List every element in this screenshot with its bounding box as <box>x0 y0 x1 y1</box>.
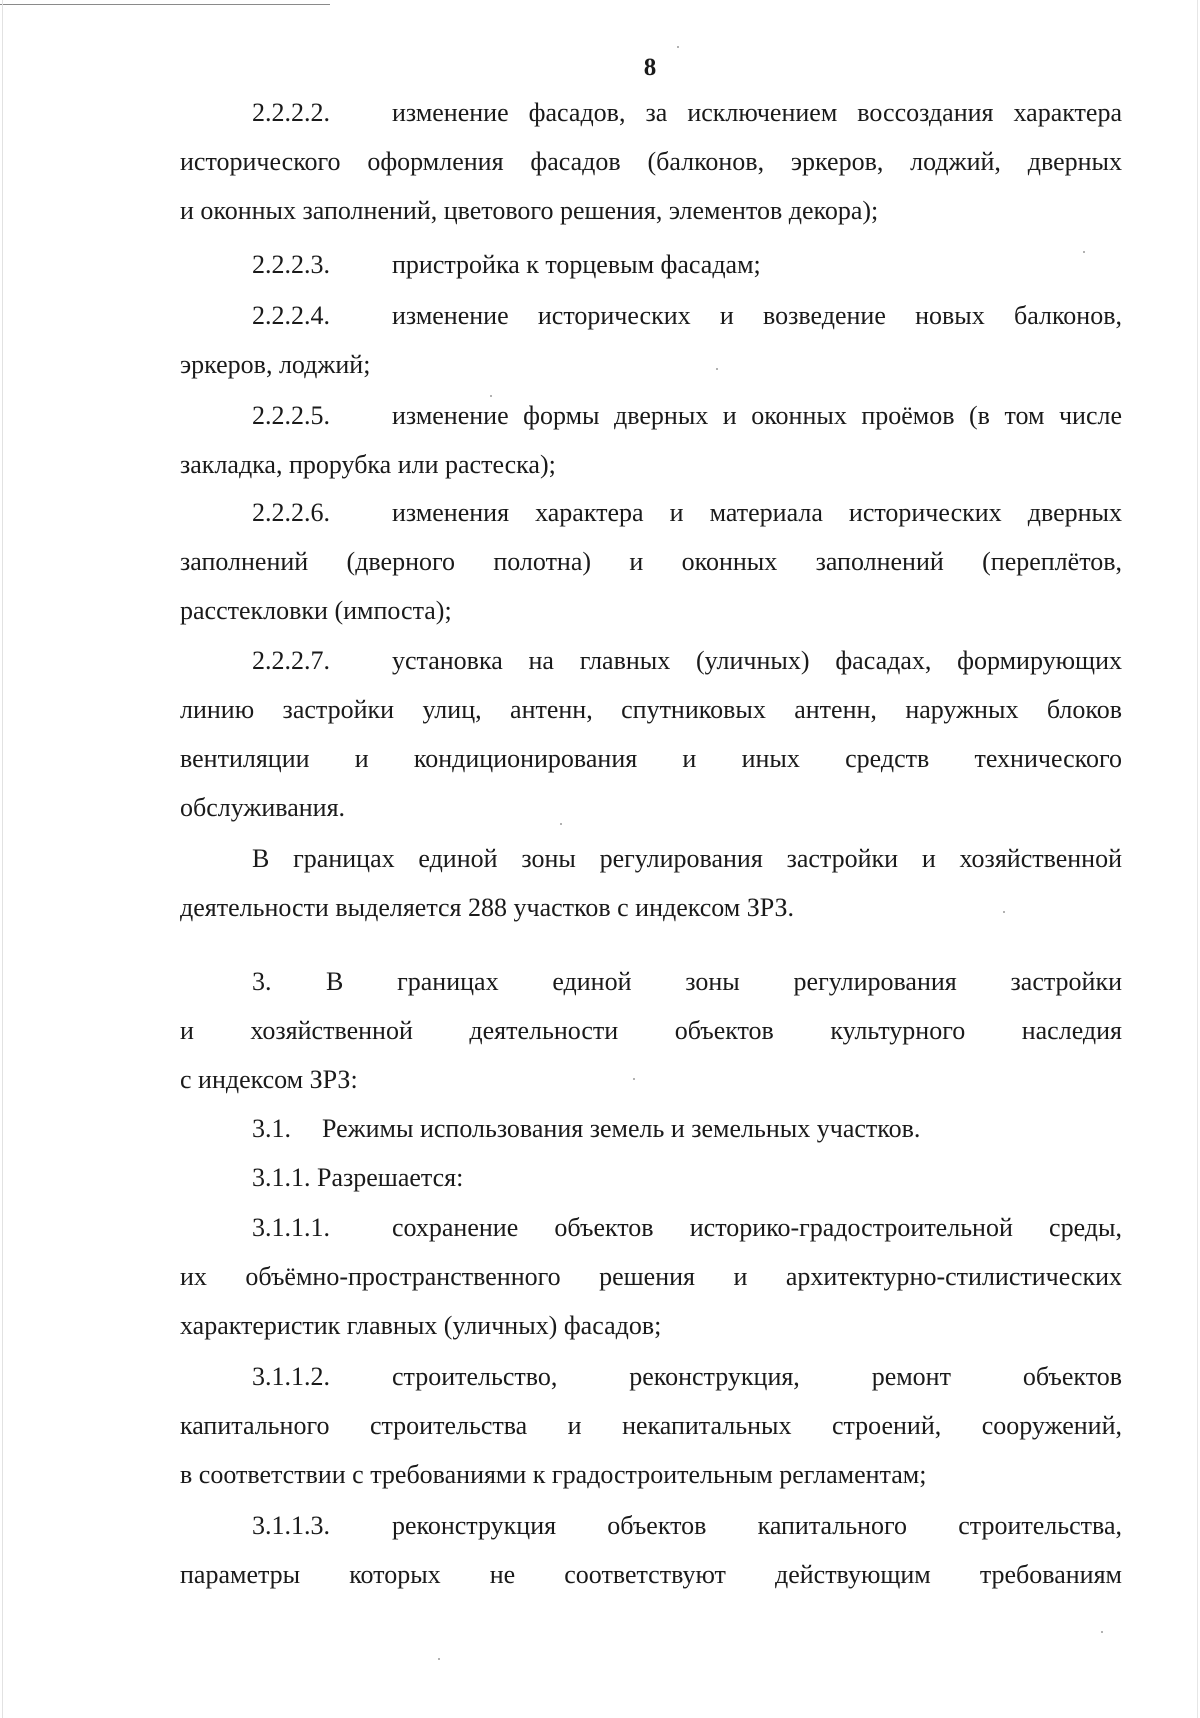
paragraph-2-2-2-5 <box>180 391 1122 489</box>
paragraph-2-2-2-7 <box>180 636 1122 832</box>
paragraph-number: 2.2.2.7. <box>252 646 330 675</box>
paragraph-3-1-1-1 <box>180 1203 1122 1350</box>
scan-edge-left <box>2 0 3 1718</box>
paragraph-line: и оконных заполнений, цветового решения, элементов декора); <box>180 196 879 225</box>
paragraph-number: 2.2.2.6. <box>252 498 330 527</box>
paragraph-line <box>180 291 1122 340</box>
paragraph-line <box>180 1501 1122 1550</box>
paragraph-line: В границах единой зоны регулирования застройки и хозяйственной <box>252 844 1122 873</box>
scan-edge-top <box>0 4 330 5</box>
paragraph-line <box>180 1203 1122 1252</box>
paragraph-line: деятельности выделяется 288 участков с индексом ЗРЗ. <box>180 893 795 922</box>
paragraph-text: Режимы использования земель и земельных участков. <box>322 1114 921 1143</box>
paragraph-2-2-2-2 <box>180 88 1122 235</box>
paragraph-line <box>180 957 1122 1006</box>
paragraph-3-1-1-3 <box>180 1501 1122 1599</box>
scan-speck <box>677 46 679 48</box>
scan-speck <box>560 823 562 825</box>
paragraph-line: капитального строительства и некапитальных строений, сооружений, <box>180 1411 1122 1440</box>
paragraph-number: 3.1.1.3. <box>252 1511 330 1540</box>
paragraph-text: пристройка к торцевым фасадам; <box>392 250 761 279</box>
paragraph-line: в соответствии с требованиями к градостроительным регламентам; <box>180 1460 927 1489</box>
paragraph-line: вентиляции и кондиционирования и иных средств технического <box>180 744 1122 773</box>
paragraph-text: реконструкция объектов капитального строительства, <box>392 1511 1122 1540</box>
paragraph-3-1-1 <box>180 1153 1122 1202</box>
paragraph-line <box>180 1153 1122 1202</box>
paragraph-number: 3.1.1.1. <box>252 1213 330 1242</box>
paragraph-zone-summary <box>180 834 1122 932</box>
paragraph-number: 2.2.2.5. <box>252 401 330 430</box>
scan-edge-right <box>1197 0 1198 1718</box>
paragraph-line: и хозяйственной деятельности объектов культурного наследия <box>180 1016 1122 1045</box>
paragraph-2-2-2-6 <box>180 488 1122 635</box>
paragraph-line: закладка, прорубка или растеска); <box>180 450 556 479</box>
paragraph-line: заполнений (дверного полотна) и оконных заполнений (переплётов, <box>180 547 1122 576</box>
paragraph-line: с индексом ЗРЗ: <box>180 1065 358 1094</box>
paragraph-text: изменение формы дверных и оконных проёмов (в том числе <box>392 401 1122 430</box>
paragraph-text: сохранение объектов историко-градостроительной среды, <box>392 1213 1122 1242</box>
paragraph-line: эркеров, лоджий; <box>180 350 371 379</box>
paragraph-text: Разрешается: <box>317 1163 464 1192</box>
paragraph-line: обслуживания. <box>180 793 346 822</box>
paragraph-number: 2.2.2.3. <box>252 250 330 279</box>
paragraph-line: расстекловки (импоста); <box>180 596 452 625</box>
paragraph-line <box>180 1352 1122 1401</box>
scan-speck <box>633 1078 635 1080</box>
paragraph-number: 3.1. <box>252 1114 291 1143</box>
paragraph-line <box>180 488 1122 537</box>
paragraph-number: 3.1.1.2. <box>252 1362 330 1391</box>
scan-speck <box>1003 911 1005 913</box>
paragraph-text: изменение исторических и возведение новых балконов, <box>392 301 1122 330</box>
scan-speck <box>490 395 492 397</box>
paragraph-number: 3.1.1. <box>252 1163 311 1192</box>
paragraph-2-2-2-3 <box>180 240 1122 289</box>
paragraph-2-2-2-4 <box>180 291 1122 389</box>
paragraph-text: В границах единой зоны регулирования застройки <box>326 967 1122 996</box>
paragraph-3-1-1-2 <box>180 1352 1122 1499</box>
paragraph-line: исторического оформления фасадов (балконов, эркеров, лоджий, дверных <box>180 147 1122 176</box>
paragraph-line <box>180 240 1122 289</box>
paragraph-line: их объёмно-пространственного решения и архитектурно-стилистических <box>180 1262 1122 1291</box>
paragraph-number: 2.2.2.2. <box>252 98 330 127</box>
scan-speck <box>1101 1631 1103 1633</box>
paragraph-line <box>180 636 1122 685</box>
paragraph-3-1 <box>180 1104 1122 1153</box>
paragraph-line <box>180 1104 1122 1153</box>
paragraph-line: характеристик главных (уличных) фасадов; <box>180 1311 662 1340</box>
paragraph-3 <box>180 957 1122 1104</box>
paragraph-line <box>180 88 1122 137</box>
paragraph-number: 2.2.2.4. <box>252 301 330 330</box>
scan-speck <box>716 368 718 370</box>
paragraph-text: изменения характера и материала исторических дверных <box>392 498 1122 527</box>
scan-speck <box>438 1658 440 1660</box>
scan-speck <box>1083 251 1085 253</box>
paragraph-text: установка на главных (уличных) фасадах, формирующих <box>392 646 1122 675</box>
paragraph-line: линию застройки улиц, антенн, спутниковых антенн, наружных блоков <box>180 695 1122 724</box>
paragraph-number: 3. <box>252 967 272 996</box>
page-number: 8 <box>643 54 657 81</box>
paragraph-text: изменение фасадов, за исключением воссоздания характера <box>392 98 1122 127</box>
paragraph-line: параметры которых не соответствуют действующим требованиям <box>180 1560 1122 1589</box>
paragraph-text: строительство, реконструкция, ремонт объектов <box>392 1362 1122 1391</box>
paragraph-line <box>180 391 1122 440</box>
